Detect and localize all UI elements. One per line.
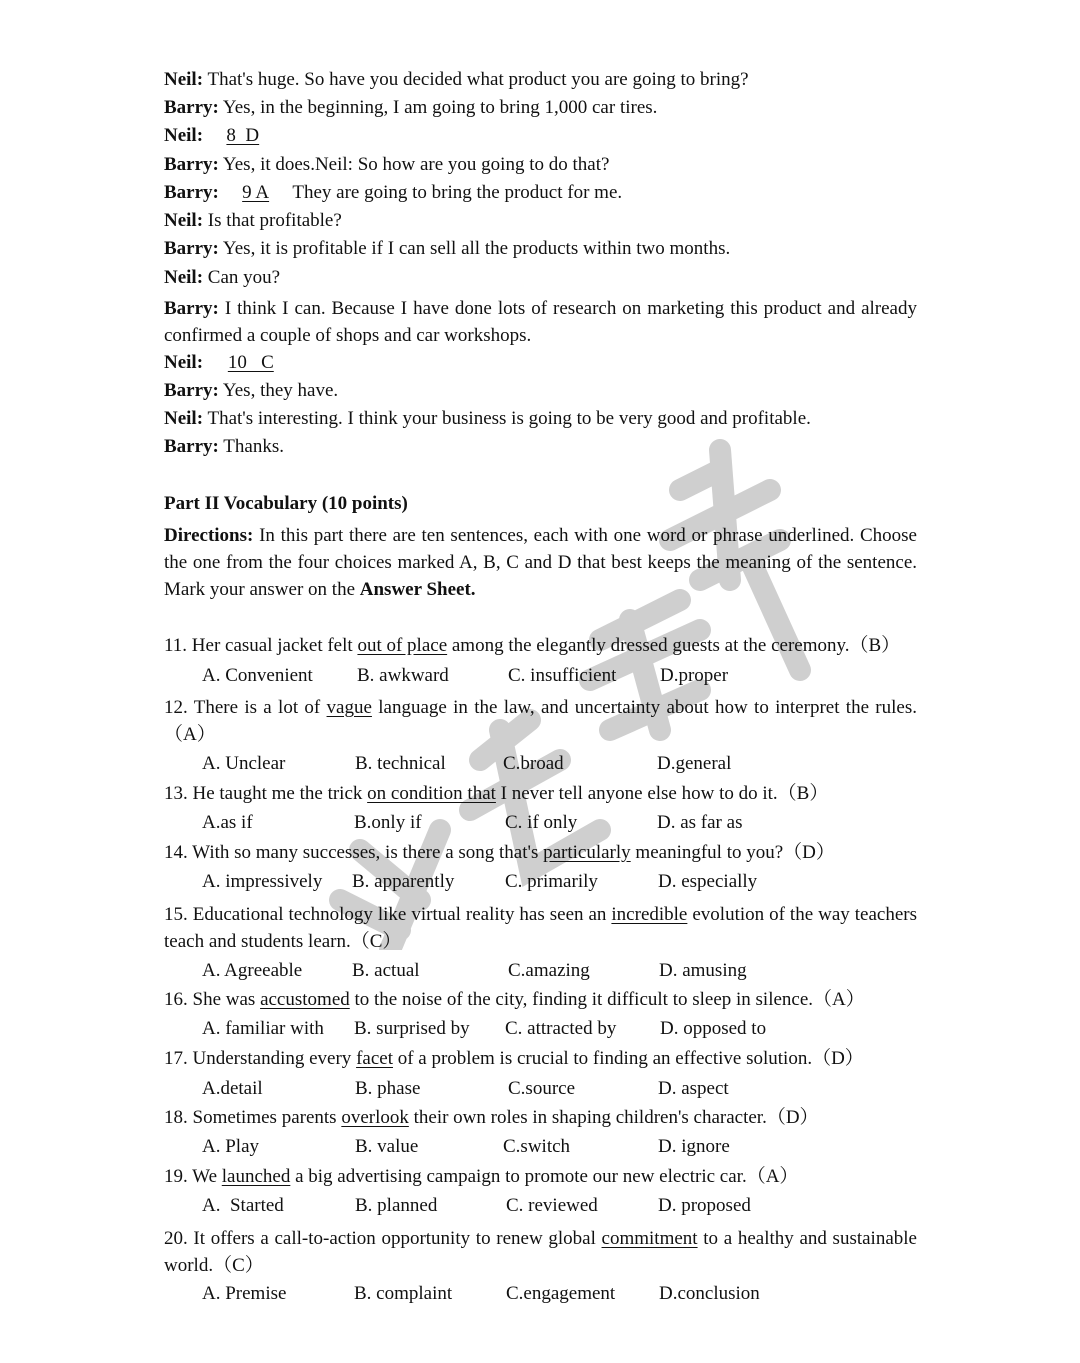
dialogue-line-4 — [164, 153, 609, 177]
option-b: B. technical — [355, 753, 446, 774]
option-a: A. Premise — [202, 1283, 287, 1304]
speaker-label: Neil: — [164, 408, 204, 429]
speaker-label: Barry: — [164, 182, 219, 203]
option-b: B. surprised by — [354, 1018, 470, 1039]
option-b: B. complaint — [354, 1283, 453, 1304]
question-text: 16. She was — [164, 989, 261, 1010]
underlined-phrase: incredible — [611, 904, 688, 925]
dialogue-text: That's interesting. I think your business is going to be very good and profitable. — [207, 408, 811, 429]
question-text: to the noise of the city, finding it difficult to sleep in silence.（A） — [349, 989, 865, 1010]
option-b: B.only if — [354, 812, 422, 833]
question-text: 14. With so many successes, is there a song that's — [164, 842, 544, 863]
speaker-label: Barry: — [164, 97, 219, 118]
dialogue-line-10 — [164, 351, 286, 375]
speaker-label: Neil: — [164, 69, 204, 90]
speaker-label: Barry: — [164, 298, 219, 319]
question-text: I never tell anyone else how to do it.（B） — [495, 783, 829, 804]
speaker-label: Barry: — [164, 154, 219, 175]
dialogue-text: Yes, they have. — [222, 380, 339, 401]
option-a: A. familiar with — [202, 1018, 324, 1039]
dialogue-line-13 — [164, 435, 284, 459]
question-20 — [164, 1225, 917, 1279]
question-text: 15. Educational technology like virtual reality has seen an — [164, 904, 612, 925]
question-text: of a problem is crucial to finding an effective solution.（D） — [392, 1048, 864, 1069]
directions-label: Directions: — [164, 525, 254, 546]
option-a: A.detail — [202, 1078, 263, 1099]
answer-sheet-label: Answer Sheet. — [359, 579, 476, 600]
option-c: C.switch — [503, 1136, 571, 1157]
directions-text: In this part there are ten sentences, each with one word or phrase underlined. Choose the one from the four choices marked A, B, C and D that best keeps the meaning of the sentence. Mark your answer on the — [164, 525, 917, 600]
dialogue-line-8 — [164, 266, 280, 290]
speaker-label: Barry: — [164, 436, 219, 457]
option-c: C.amazing — [508, 960, 590, 981]
option-a: A. Play — [202, 1136, 259, 1157]
option-c: C. if only — [505, 812, 578, 833]
question-13 — [164, 782, 828, 806]
question-17 — [164, 1047, 864, 1071]
dialogue-line-3 — [164, 124, 270, 148]
option-a: A.as if — [202, 812, 253, 833]
dialogue-line-7 — [164, 237, 730, 261]
dialogue-text: Thanks. — [223, 436, 284, 457]
question-16 — [164, 988, 865, 1012]
option-a: A. Agreeable — [202, 960, 303, 981]
answer-blank: 10 C — [227, 352, 274, 373]
answer-blank: 9 A — [242, 182, 270, 203]
option-c: C. attracted by — [505, 1018, 617, 1039]
question-18 — [164, 1106, 819, 1130]
option-d: D.proper — [660, 665, 729, 686]
dialogue-line-5 — [164, 181, 622, 205]
option-a: A. impressively — [202, 871, 323, 892]
option-d: D. proposed — [658, 1195, 751, 1216]
option-d: D.conclusion — [659, 1283, 760, 1304]
option-d: D. amusing — [659, 960, 747, 981]
question-text: 12. There is a lot of — [164, 697, 327, 718]
option-c: C.engagement — [506, 1283, 616, 1304]
directions-paragraph — [164, 522, 917, 603]
question-text: 13. He taught me the trick — [164, 783, 368, 804]
underlined-phrase: particularly — [543, 842, 631, 863]
option-b: B. actual — [352, 960, 420, 981]
underlined-phrase: facet — [356, 1048, 393, 1069]
option-a: A. Unclear — [202, 753, 286, 774]
question-text: 18. Sometimes parents — [164, 1107, 342, 1128]
option-d: D. aspect — [658, 1078, 729, 1099]
question-text: 20. It offers a call-to-action opportunity to renew global — [164, 1228, 602, 1249]
option-c: C. reviewed — [506, 1195, 598, 1216]
question-text: 19. We — [164, 1166, 222, 1187]
answer-blank: 8 D — [226, 125, 260, 146]
option-c: C.source — [508, 1078, 576, 1099]
underlined-phrase: overlook — [341, 1107, 409, 1128]
option-c: C. insufficient — [508, 665, 617, 686]
underlined-phrase: out of place — [357, 635, 448, 656]
option-c: C. primarily — [505, 871, 598, 892]
speaker-label: Barry: — [164, 238, 219, 259]
question-text: language in the law, and uncertainty about how to interpret the rules.（A） — [164, 697, 917, 745]
option-d: D. ignore — [658, 1136, 730, 1157]
question-12 — [164, 694, 917, 748]
option-b: B. awkward — [357, 665, 449, 686]
question-14 — [164, 841, 835, 865]
option-b: B. apparently — [352, 871, 455, 892]
option-b: B. phase — [355, 1078, 421, 1099]
option-b: B. planned — [355, 1195, 438, 1216]
dialogue-text: I think I can. Because I have done lots of research on marketing this product and already confirmed a couple of shops and car workshops. — [164, 298, 917, 346]
question-text: among the elegantly dressed guests at the ceremony.（B） — [447, 635, 901, 656]
underlined-phrase: commitment — [601, 1228, 698, 1249]
option-d: D. especially — [658, 871, 758, 892]
dialogue-line-6 — [164, 209, 342, 233]
option-d: D. as far as — [657, 812, 743, 833]
underlined-phrase: launched — [221, 1166, 291, 1187]
speaker-label: Neil: — [164, 210, 204, 231]
speaker-label: Neil: — [164, 352, 204, 373]
dialogue-line-12 — [164, 407, 811, 431]
dialogue-line-11 — [164, 379, 338, 403]
underlined-phrase: accustomed — [260, 989, 350, 1010]
question-text: evolution of the way teachers teach and students learn.（C） — [164, 904, 917, 952]
question-15 — [164, 901, 917, 955]
dialogue-text: Is that profitable? — [207, 210, 342, 231]
dialogue-line-9 — [164, 295, 917, 349]
option-b: B. value — [355, 1136, 419, 1157]
dialogue-text: Yes, in the beginning, I am going to bring 1,000 car tires. — [222, 97, 658, 118]
section-title — [164, 492, 408, 516]
dialogue-text: Can you? — [207, 267, 281, 288]
dialogue-line-2 — [164, 96, 657, 120]
underlined-phrase: vague — [326, 697, 372, 718]
speaker-label: Neil: — [164, 125, 204, 146]
speaker-label: Neil: — [164, 267, 204, 288]
underlined-phrase: on condition that — [367, 783, 496, 804]
question-text: a big advertising campaign to promote our new electric car.（A） — [290, 1166, 799, 1187]
section-title-text: Part II Vocabulary (10 points) — [164, 493, 408, 514]
question-text: meaningful to you?（D） — [630, 842, 835, 863]
dialogue-text: They are going to bring the product for me. — [292, 182, 623, 203]
question-text: 17. Understanding every — [164, 1048, 357, 1069]
option-d: D. opposed to — [660, 1018, 767, 1039]
option-a: A. Convenient — [202, 665, 313, 686]
dialogue-text: Yes, it does.Neil: So how are you going to do that? — [222, 154, 610, 175]
dialogue-text: That's huge. So have you decided what product you are going to bring? — [207, 69, 749, 90]
question-text: to a healthy and sustainable world.（C） — [164, 1228, 917, 1276]
option-a: A. Started — [202, 1195, 284, 1216]
option-d: D.general — [657, 753, 732, 774]
dialogue-line-1 — [164, 68, 749, 92]
question-11 — [164, 634, 900, 658]
question-19 — [164, 1165, 798, 1189]
dialogue-text: Yes, it is profitable if I can sell all the products within two months. — [222, 238, 731, 259]
option-c: C.broad — [503, 753, 564, 774]
question-text: their own roles in shaping children's character.（D） — [408, 1107, 819, 1128]
speaker-label: Barry: — [164, 380, 219, 401]
question-text: 11. Her casual jacket felt — [164, 635, 358, 656]
